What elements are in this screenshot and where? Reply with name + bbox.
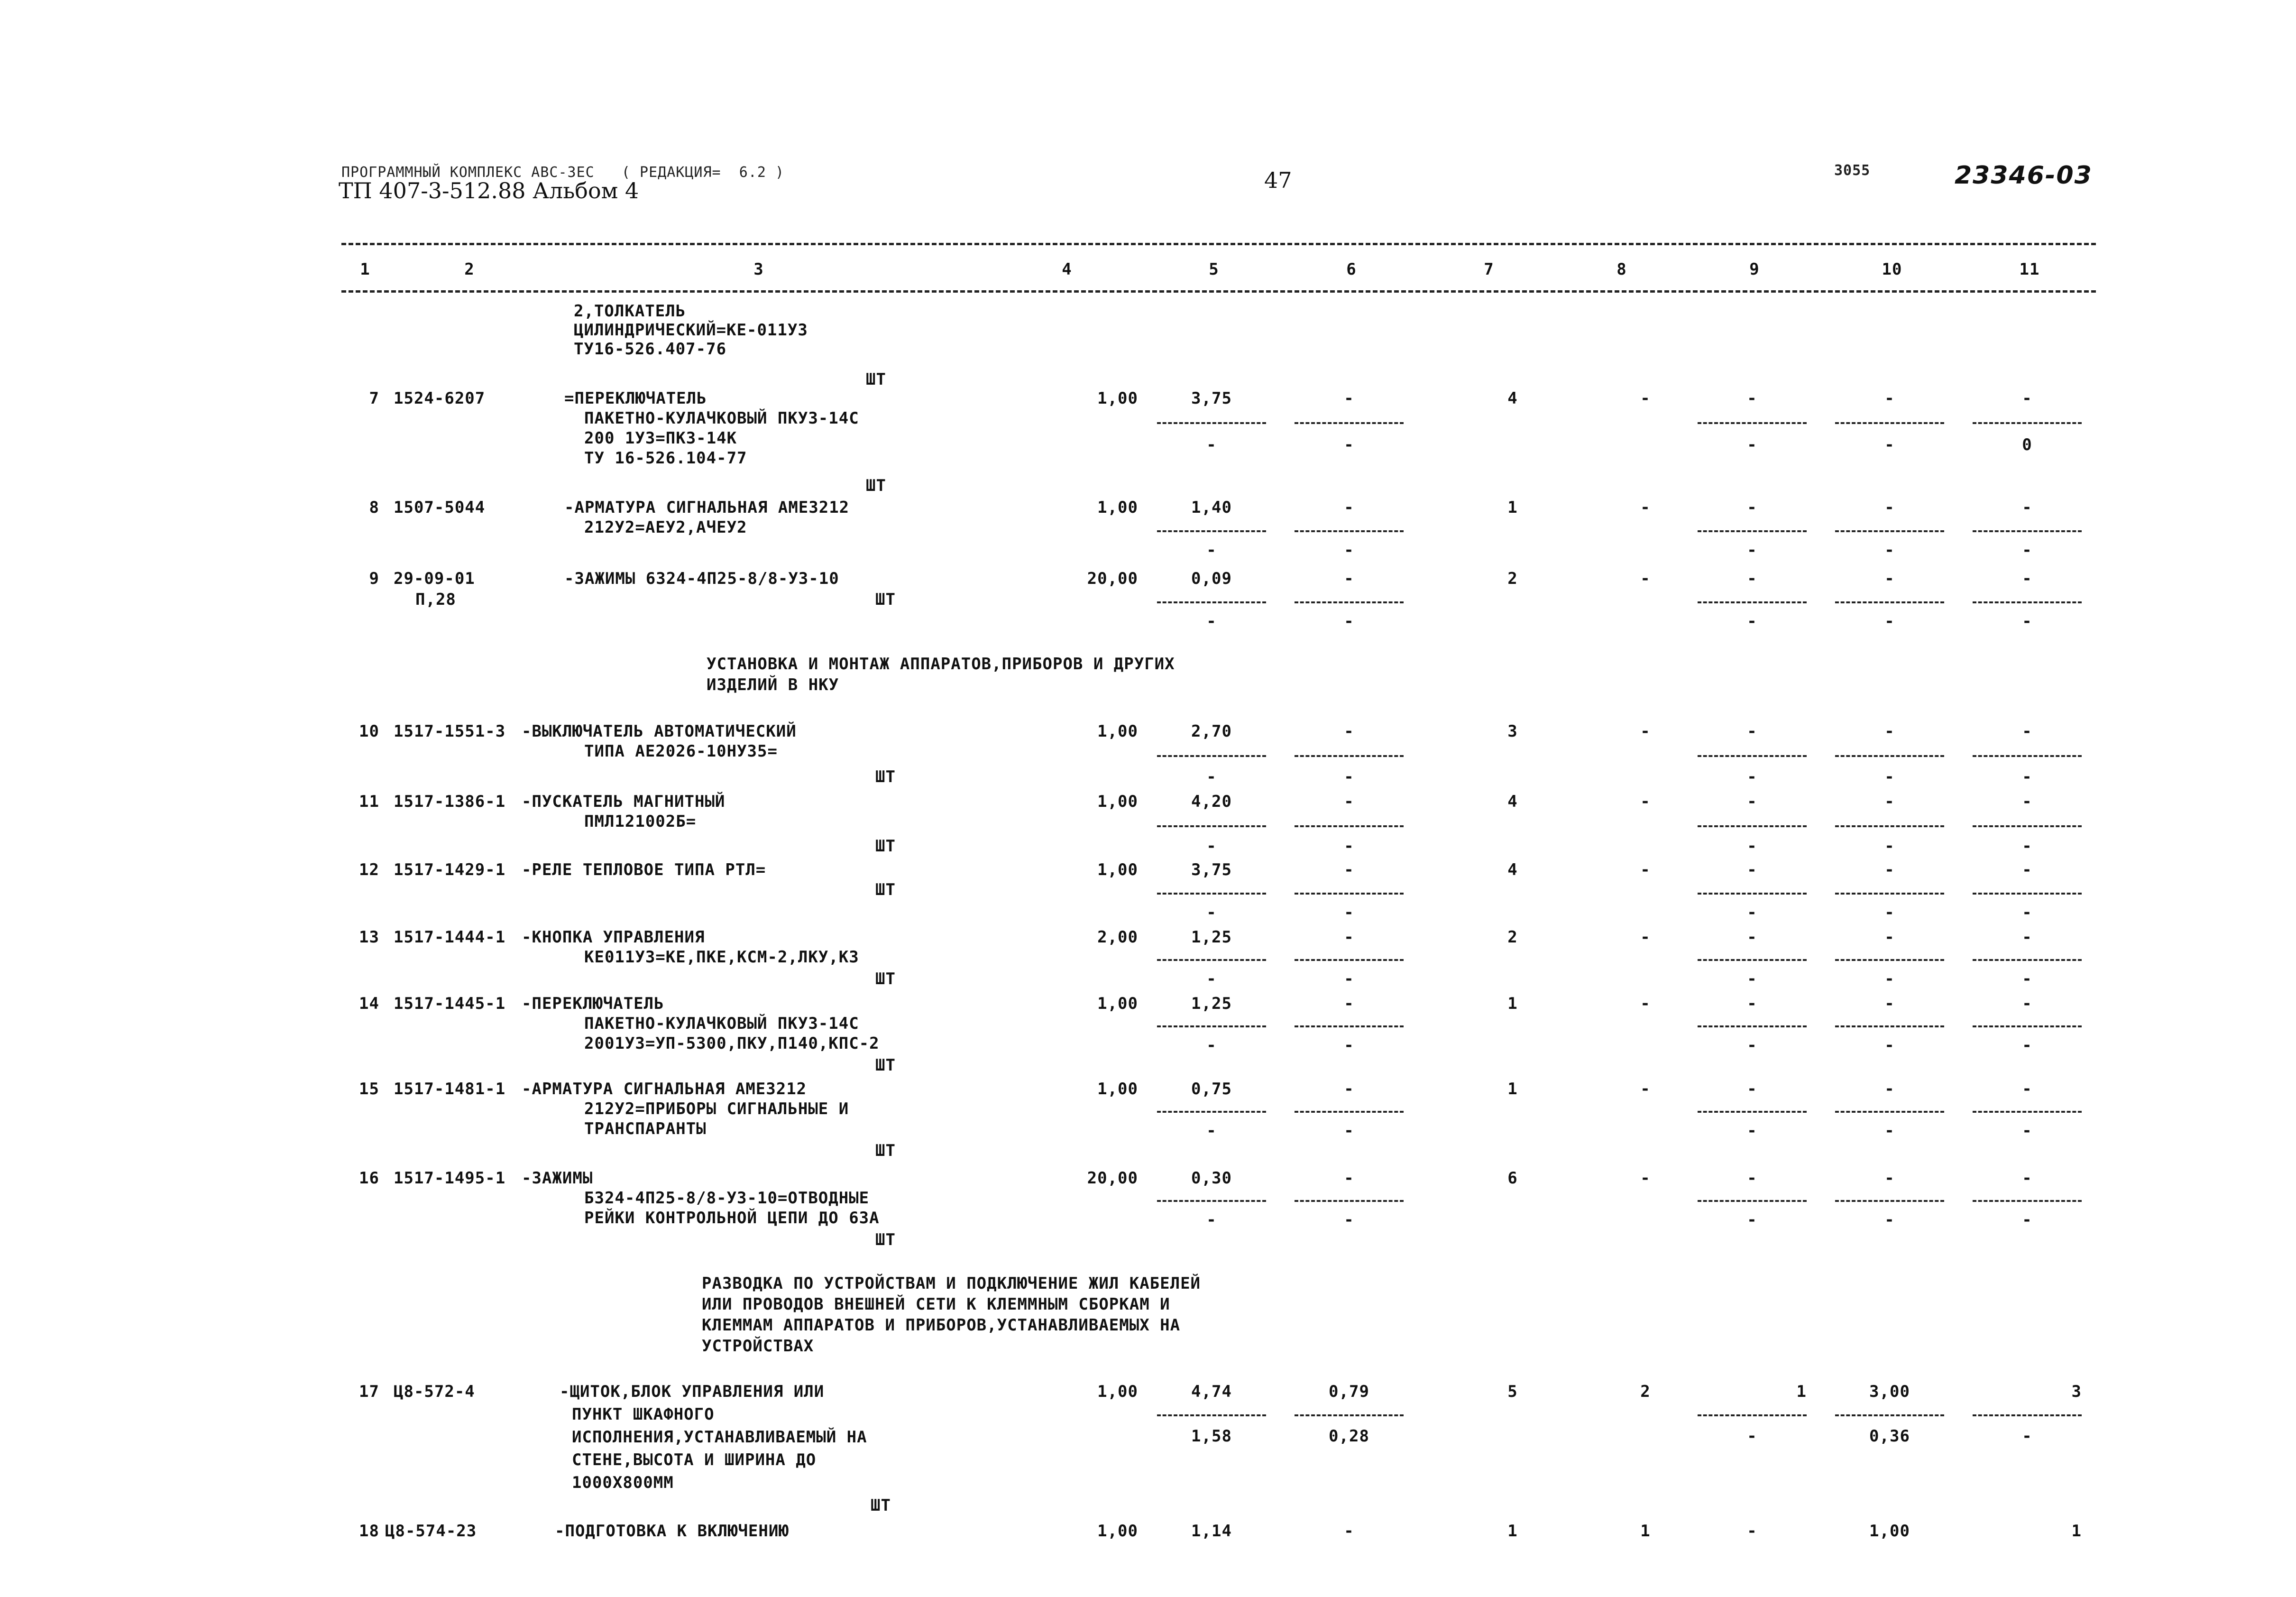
quantity: 1,00 [1097,498,1138,517]
page-number: 47 [1264,167,1292,193]
value-5: 1,14 [1191,1522,1232,1541]
value-6: - [1344,498,1354,517]
item-name-line: ПАКЕТНО-КУЛАЧКОВЫЙ ПКУ3-14С [584,409,859,428]
divider [1157,422,1266,424]
divider [1835,1111,1944,1113]
section-heading-line: УСТАНОВКА И МОНТАЖ АППАРАТОВ,ПРИБОРОВ И ДРУГИХ [707,655,1175,674]
header-rule-bottom [341,290,2096,293]
col-header-8: 8 [1616,260,1627,279]
value-5-secondary: - [1206,1210,1217,1229]
value-11: - [2022,569,2032,588]
value-9: - [1747,928,1757,947]
item-name-line: =ПЕРЕКЛЮЧАТЕЛЬ [564,389,707,408]
value-10: - [1884,860,1895,879]
value-9: - [1747,389,1757,408]
value-9: - [1747,569,1757,588]
value-9-secondary: - [1747,541,1757,560]
value-10-secondary: - [1884,1121,1895,1140]
item-name-line: -ЗАЖИМЫ [522,1169,593,1188]
item-name-line: ПАКЕТНО-КУЛАЧКОВЫЙ ПКУ3-14С [584,1014,859,1033]
value-8: - [1640,1169,1651,1188]
value-6-secondary: - [1344,1036,1354,1055]
divider [1157,530,1266,532]
value-9: - [1747,860,1757,879]
col-header-10: 10 [1882,260,1902,279]
item-name-line: 200 1У3=ПК3-14К [584,429,737,448]
divider [1157,1200,1266,1202]
program-title: ПРОГРАММНЫЙ КОМПЛЕКС АВС-ЗЕС ( РЕДАКЦИЯ= 6.2 ) [341,164,785,181]
value-10-secondary: - [1884,837,1895,856]
value-11-secondary: - [2022,903,2032,922]
value-11-secondary: - [2022,1036,2032,1055]
section-heading-line: УСТРОЙСТВАХ [702,1337,814,1356]
value-11-secondary: - [2022,837,2032,856]
divider [1295,1111,1404,1113]
value-10-secondary: - [1884,767,1895,786]
value-6: - [1344,1169,1354,1188]
col-header-9: 9 [1749,260,1760,279]
value-7: 1 [1507,1080,1518,1099]
item-name-line: ТИПА АЕ2026-10НУ35= [584,742,778,761]
value-10: - [1884,792,1895,811]
value-7: 1 [1507,498,1518,517]
item-name-line: ПМЛ121002Б= [584,812,697,831]
quantity: 1,00 [1097,722,1138,741]
divider [1157,1111,1266,1113]
divider [1295,825,1404,827]
unit-label: ШТ [875,880,896,899]
divider [1835,959,1944,961]
value-5: 0,75 [1191,1080,1232,1099]
row-number: 8 [369,498,379,517]
norm-code: 1517-1445-1 [394,994,506,1013]
value-10-secondary: - [1884,1210,1895,1229]
value-9-secondary: - [1747,1036,1757,1055]
divider [1698,1414,1807,1416]
col-header-1: 1 [360,260,370,279]
unit-label: ШТ [875,837,896,856]
value-11: - [2022,994,2032,1013]
norm-code: Ц8-572-4 [394,1382,475,1401]
item-name-line: ТУ 16-526.104-77 [584,449,747,468]
value-11: - [2022,928,2032,947]
value-11: - [2022,1169,2032,1188]
value-10-secondary: - [1884,435,1895,454]
item-name-line: 212У2=ПРИБОРЫ СИГНАЛЬНЫЕ И [584,1099,849,1118]
value-10-secondary: - [1884,541,1895,560]
value-10: 1,00 [1869,1522,1910,1541]
norm-code-sub: П,28 [415,590,456,609]
item-name-line: Б324-4П25-8/8-У3-10=ОТВОДНЫЕ [584,1189,870,1208]
value-10: 3,00 [1869,1382,1910,1401]
divider [1973,959,2082,961]
row-number: 10 [359,722,379,741]
value-5-secondary: - [1206,903,1217,922]
row-number: 7 [369,389,379,408]
value-9: - [1747,722,1757,741]
value-9: - [1747,792,1757,811]
value-7: 1 [1507,994,1518,1013]
value-6: - [1344,1080,1354,1099]
value-6: - [1344,860,1354,879]
divider [1973,530,2082,532]
divider [1973,893,2082,895]
value-5-secondary: - [1206,541,1217,560]
value-9-secondary: - [1747,1210,1757,1229]
row-number: 12 [359,860,379,879]
value-8: - [1640,860,1651,879]
divider [1973,755,2082,757]
unit-label: ШТ [875,590,896,609]
value-10: - [1884,389,1895,408]
value-9: - [1747,1169,1757,1188]
value-11: - [2022,1080,2032,1099]
norm-code: 1517-1429-1 [394,860,506,879]
divider [1295,893,1404,895]
value-6: - [1344,792,1354,811]
value-8: - [1640,722,1651,741]
value-7: 6 [1507,1169,1518,1188]
value-6: - [1344,722,1354,741]
item-name-line: СТЕНЕ,ВЫСОТА И ШИРИНА ДО [572,1450,817,1469]
value-5-secondary: - [1206,837,1217,856]
divider [1698,422,1807,424]
item-name-line: ПУНКТ ШКАФНОГО [572,1405,715,1424]
divider [1973,1025,2082,1027]
value-8: - [1640,1080,1651,1099]
value-9-secondary: - [1747,903,1757,922]
value-5-secondary: - [1206,1036,1217,1055]
value-6: - [1344,569,1354,588]
value-9-secondary: - [1747,435,1757,454]
divider [1157,1414,1266,1416]
divider [1295,422,1404,424]
value-10-secondary: - [1884,969,1895,988]
value-10: - [1884,928,1895,947]
divider [1698,825,1807,827]
value-10-secondary: - [1884,903,1895,922]
inventory-number: 23346-03 [1955,161,2093,190]
divider [1157,1025,1266,1027]
value-11-secondary: - [2022,541,2032,560]
value-11: - [2022,389,2032,408]
value-8: 1 [1640,1522,1651,1541]
divider [1295,1200,1404,1202]
value-9-secondary: - [1747,837,1757,856]
quantity: 1,00 [1097,1080,1138,1099]
value-11-secondary: - [2022,1210,2032,1229]
quantity: 1,00 [1097,1522,1138,1541]
value-6-secondary: - [1344,903,1354,922]
divider [1835,893,1944,895]
row-number: 11 [359,792,379,811]
value-10: - [1884,569,1895,588]
item-name-line: 2,ТОЛКАТЕЛЬ [574,302,686,321]
col-header-2: 2 [464,260,475,279]
norm-code: 1517-1551-3 [394,722,506,741]
header-rule-top [341,243,2096,245]
divider [1973,825,2082,827]
value-9: - [1747,498,1757,517]
divider [1157,601,1266,603]
section-heading-line: ИЛИ ПРОВОДОВ ВНЕШНЕЙ СЕТИ К КЛЕММНЫМ СБОРКАМ И [702,1295,1170,1314]
value-6: 0,79 [1329,1382,1369,1401]
norm-code: 1517-1495-1 [394,1169,506,1188]
unit-label: ШТ [875,1056,896,1075]
norm-code: 1517-1386-1 [394,792,506,811]
item-name-line: -КНОПКА УПРАВЛЕНИЯ [522,928,705,947]
value-6-secondary: - [1344,435,1354,454]
quantity: 20,00 [1087,569,1138,588]
value-6-secondary: - [1344,1210,1354,1229]
value-10: - [1884,722,1895,741]
divider [1835,1414,1944,1416]
divider [1698,530,1807,532]
norm-code: Ц8-574-23 [385,1522,477,1541]
col-header-6: 6 [1346,260,1357,279]
divider [1973,1111,2082,1113]
value-9-secondary: - [1747,969,1757,988]
value-5: 1,25 [1191,994,1232,1013]
divider [1698,1111,1807,1113]
value-6: - [1344,928,1354,947]
row-number: 14 [359,994,379,1013]
divider [1157,825,1266,827]
value-6: - [1344,1522,1354,1541]
quantity: 20,00 [1087,1169,1138,1188]
item-name-line: ЦИЛИНДРИЧЕСКИЙ=КЕ-011У3 [574,321,808,340]
divider [1973,601,2082,603]
value-11-secondary: - [2022,1427,2032,1446]
col-header-3: 3 [753,260,764,279]
item-name-line: -ВЫКЛЮЧАТЕЛЬ АВТОМАТИЧЕСКИЙ [522,722,797,741]
divider [1295,530,1404,532]
item-name-line: 2001У3=УП-5300,ПКУ,П140,КПС-2 [584,1034,880,1053]
value-11-secondary: - [2022,969,2032,988]
value-5: 0,30 [1191,1169,1232,1188]
divider [1295,1414,1404,1416]
item-name-line: РЕЙКИ КОНТРОЛЬНОЙ ЦЕПИ ДО 63А [584,1209,880,1228]
value-11: - [2022,722,2032,741]
divider [1157,893,1266,895]
value-11-secondary: - [2022,1121,2032,1140]
value-5: 1,25 [1191,928,1232,947]
divider [1698,1200,1807,1202]
value-7: 4 [1507,389,1518,408]
value-7: 2 [1507,928,1518,947]
unit-label: ШТ [875,767,896,786]
section-heading-line: РАЗВОДКА ПО УСТРОЙСТВАМ И ПОДКЛЮЧЕНИЕ ЖИЛ КАБЕЛЕЙ [702,1274,1201,1293]
row-number: 18 [359,1522,379,1541]
item-name-line: ТУ16-526.407-76 [574,340,727,359]
value-10-secondary: 0,36 [1869,1427,1910,1446]
value-7: 1 [1507,1522,1518,1541]
item-name-line: 212У2=АЕУ2,АЧЕУ2 [584,518,747,537]
value-10: - [1884,1169,1895,1188]
unit-label: ШТ [871,1496,891,1515]
value-6-secondary: 0,28 [1329,1427,1369,1446]
value-7: 4 [1507,860,1518,879]
item-name-line: КЕ011У3=КЕ,ПКЕ,КСМ-2,ЛКУ,К3 [584,948,859,967]
item-name-line: -АРМАТУРА СИГНАЛЬНАЯ АМЕ3212 [522,1080,807,1099]
divider [1157,755,1266,757]
value-8: - [1640,994,1651,1013]
value-10: - [1884,498,1895,517]
item-name-line: -ПЕРЕКЛЮЧАТЕЛЬ [522,994,664,1013]
col-header-7: 7 [1484,260,1494,279]
value-10: - [1884,1080,1895,1099]
value-6-secondary: - [1344,969,1354,988]
value-6: - [1344,389,1354,408]
value-8: - [1640,389,1651,408]
divider [1698,959,1807,961]
item-name-line: -ЩИТОК,БЛОК УПРАВЛЕНИЯ ИЛИ [560,1382,825,1401]
divider [1973,422,2082,424]
unit-label: ШТ [875,1230,896,1249]
value-9: - [1747,994,1757,1013]
value-9-secondary: - [1747,767,1757,786]
row-number: 15 [359,1080,379,1099]
divider [1835,601,1944,603]
row-number: 17 [359,1382,379,1401]
value-5: 4,20 [1191,792,1232,811]
quantity: 1,00 [1097,389,1138,408]
section-heading-line: КЛЕММАМ АППАРАТОВ И ПРИБОРОВ,УСТАНАВЛИВАЕМЫХ НА [702,1316,1181,1335]
document-code: ТП 407-3-512.88 Альбом 4 [339,178,639,203]
divider [1835,825,1944,827]
value-5: 0,09 [1191,569,1232,588]
divider [1835,422,1944,424]
value-9: 1 [1796,1382,1807,1401]
value-7: 4 [1507,792,1518,811]
value-11-secondary: - [2022,767,2032,786]
norm-code: 1507-5044 [394,498,486,517]
value-9: - [1747,1080,1757,1099]
value-5-secondary: - [1206,612,1217,631]
value-5-secondary: 1,58 [1191,1427,1232,1446]
divider [1973,1200,2082,1202]
value-10-secondary: - [1884,1036,1895,1055]
quantity: 1,00 [1097,1382,1138,1401]
value-5: 3,75 [1191,860,1232,879]
value-8: - [1640,928,1651,947]
norm-code: 1517-1481-1 [394,1080,506,1099]
divider [1295,1025,1404,1027]
divider [1698,1025,1807,1027]
value-11: - [2022,860,2032,879]
value-9-secondary: - [1747,1121,1757,1140]
col-header-5: 5 [1209,260,1219,279]
sheet-code: 3055 [1834,162,1871,179]
item-name-line: ТРАНСПАРАНТЫ [584,1119,707,1138]
value-7: 3 [1507,722,1518,741]
section-heading-line: ИЗДЕЛИЙ В НКУ [707,675,839,694]
value-5-secondary: - [1206,435,1217,454]
item-name-line: -ЗАЖИМЫ 6324-4П25-8/8-У3-10 [564,569,839,588]
divider [1698,755,1807,757]
item-name-line: -АРМАТУРА СИГНАЛЬНАЯ АМЕ3212 [564,498,850,517]
value-9-secondary: - [1747,1427,1757,1446]
unit-label: ШТ [875,1141,896,1160]
item-name-line: -РЕЛЕ ТЕПЛОВОЕ ТИПА РТЛ= [522,860,766,879]
quantity: 2,00 [1097,928,1138,947]
divider [1835,1025,1944,1027]
value-11: - [2022,498,2032,517]
row-number: 13 [359,928,379,947]
item-name-line: 1000Х800ММ [572,1473,674,1492]
value-6-secondary: - [1344,1121,1354,1140]
value-7: 2 [1507,569,1518,588]
value-5-secondary: - [1206,767,1217,786]
value-10-secondary: - [1884,612,1895,631]
divider [1157,959,1266,961]
item-name-line: -ПОДГОТОВКА К ВКЛЮЧЕНИЮ [555,1522,789,1541]
value-5: 3,75 [1191,389,1232,408]
value-5: 2,70 [1191,722,1232,741]
divider [1835,755,1944,757]
unit-label: ШТ [866,370,886,389]
value-7: 5 [1507,1382,1518,1401]
value-11: 3 [2071,1382,2082,1401]
divider [1698,893,1807,895]
value-8: - [1640,569,1651,588]
value-5: 4,74 [1191,1382,1232,1401]
value-11-secondary: 0 [2022,435,2032,454]
unit-label: ШТ [875,969,896,988]
value-9: - [1747,1522,1757,1541]
divider [1835,530,1944,532]
value-6-secondary: - [1344,541,1354,560]
unit-label: ШТ [866,476,886,495]
value-11: 1 [2071,1522,2082,1541]
item-name-line: -ПУСКАТЕЛЬ МАГНИТНЫЙ [522,792,726,811]
col-header-11: 11 [2019,260,2040,279]
norm-code: 1517-1444-1 [394,928,506,947]
divider [1295,601,1404,603]
divider [1698,601,1807,603]
quantity: 1,00 [1097,792,1138,811]
norm-code: 29-09-01 [394,569,475,588]
value-6-secondary: - [1344,837,1354,856]
value-5-secondary: - [1206,1121,1217,1140]
quantity: 1,00 [1097,860,1138,879]
value-5-secondary: - [1206,969,1217,988]
value-8: - [1640,498,1651,517]
value-11: - [2022,792,2032,811]
norm-code: 1524-6207 [394,389,486,408]
divider [1835,1200,1944,1202]
value-11-secondary: - [2022,612,2032,631]
divider [1295,959,1404,961]
value-10: - [1884,994,1895,1013]
quantity: 1,00 [1097,994,1138,1013]
divider [1295,755,1404,757]
row-number: 16 [359,1169,379,1188]
value-6: - [1344,994,1354,1013]
row-number: 9 [369,569,379,588]
col-header-4: 4 [1062,260,1072,279]
value-8: 2 [1640,1382,1651,1401]
value-6-secondary: - [1344,767,1354,786]
divider [1973,1414,2082,1416]
value-8: - [1640,792,1651,811]
value-6-secondary: - [1344,612,1354,631]
value-9-secondary: - [1747,612,1757,631]
item-name-line: ИСПОЛНЕНИЯ,УСТАНАВЛИВАЕМЫЙ НА [572,1428,867,1447]
value-5: 1,40 [1191,498,1232,517]
